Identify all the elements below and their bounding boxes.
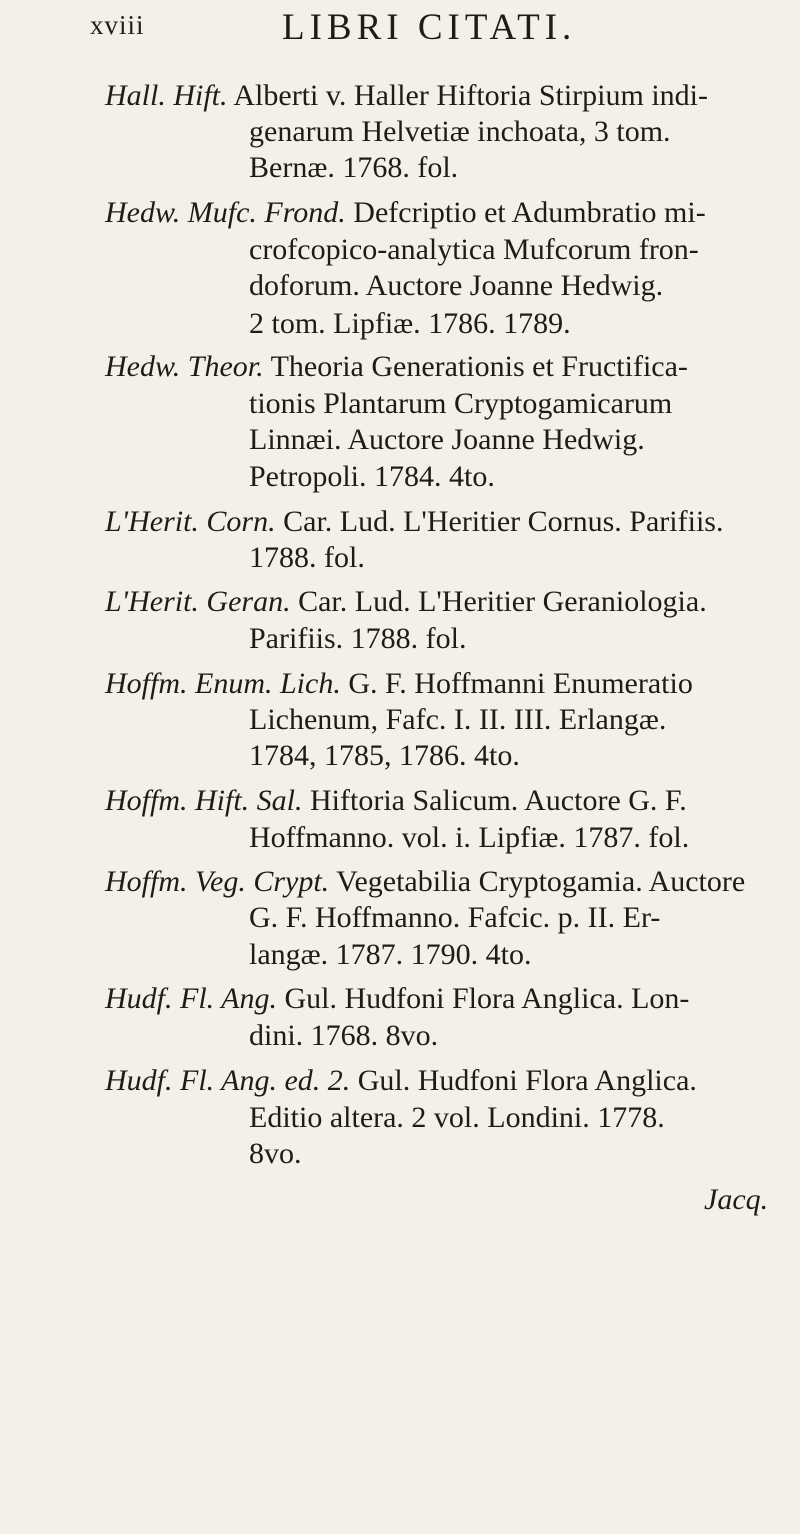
citation-continuation: 8vo. <box>249 1137 302 1170</box>
citation-text: Gul. Hudfoni Flora Anglica. Lon- <box>284 982 690 1015</box>
citation-continuation: Parifiis. 1788. fol. <box>249 622 467 655</box>
citation-continuation: genarum Helvetiæ inchoata, 3 tom. <box>249 115 671 148</box>
citation-continuation: langæ. 1787. 1790. 4to. <box>249 938 532 971</box>
page-number: xviii <box>90 10 145 40</box>
citation-abbreviation: Hoffm. Enum. Lich. <box>105 667 341 700</box>
citation-continuation: doforum. Auctore Joanne Hedwig. <box>249 269 664 302</box>
citation-text: Theoria Generationis et Fructifica- <box>270 350 688 383</box>
citation-abbreviation: Hudf. Fl. Ang. <box>105 982 277 1015</box>
citation-abbreviation: Hudf. Fl. Ang. ed. 2. <box>105 1064 351 1097</box>
citation-continuation: 2 tom. Lipfiæ. 1786. 1789. <box>249 307 571 340</box>
page-header <box>0 0 800 70</box>
citation-abbreviation: L'Herit. Geran. <box>105 585 291 618</box>
citation-text: Alberti v. Haller Hiftoria Stirpium indi- <box>233 79 708 112</box>
citation-text: Vegetabilia Cryptogamia. Auctore <box>336 865 746 898</box>
citation-continuation: Bernæ. 1768. fol. <box>249 151 459 184</box>
citation-text: Car. Lud. L'Heritier Geraniologia. <box>298 585 707 618</box>
citation-text: Hiftoria Salicum. Auctore G. F. <box>310 784 687 817</box>
citation-text: G. F. Hoffmanni Enumeratio <box>348 667 693 700</box>
citation-continuation: crofcopico-analytica Mufcorum fron- <box>249 233 699 266</box>
citation-continuation: G. F. Hoffmanno. Fafcic. p. II. Er- <box>249 901 661 934</box>
citation-text: Defcriptio et Adumbratio mi- <box>353 196 706 229</box>
catchword: Jacq. <box>704 1183 769 1216</box>
citation-continuation: 1784, 1785, 1786. 4to. <box>249 739 520 772</box>
citation-abbreviation: Hoffm. Veg. Crypt. <box>105 865 330 898</box>
citation-abbreviation: Hall. Hift. <box>105 79 228 112</box>
citation-abbreviation: Hoffm. Hift. Sal. <box>105 784 303 817</box>
citation-abbreviation: L'Herit. Corn. <box>105 505 276 538</box>
citation-continuation: Lichenum, Fafc. I. II. III. Erlangæ. <box>249 703 667 736</box>
citation-continuation: Hoffmanno. vol. i. Lipfiæ. 1787. fol. <box>249 821 690 854</box>
citation-abbreviation: Hedw. Theor. <box>105 350 264 383</box>
citation-continuation: Linnæi. Auctore Joanne Hedwig. <box>249 423 645 456</box>
citation-abbreviation: Hedw. Mufc. Frond. <box>105 196 346 229</box>
citation-continuation: Petropoli. 1784. 4to. <box>249 460 495 493</box>
running-title: LIBRI CITATI. <box>282 7 577 48</box>
citation-text: Car. Lud. L'Heritier Cornus. Parifiis. <box>283 505 724 538</box>
citation-text: Gul. Hudfoni Flora Anglica. <box>357 1064 697 1097</box>
citation-continuation: Editio altera. 2 vol. Londini. 1778. <box>249 1101 665 1134</box>
citation-continuation: tionis Plantarum Cryptogamicarum <box>249 387 673 420</box>
citation-continuation: 1788. fol. <box>249 541 365 574</box>
citation-continuation: dini. 1768. 8vo. <box>249 1019 439 1052</box>
